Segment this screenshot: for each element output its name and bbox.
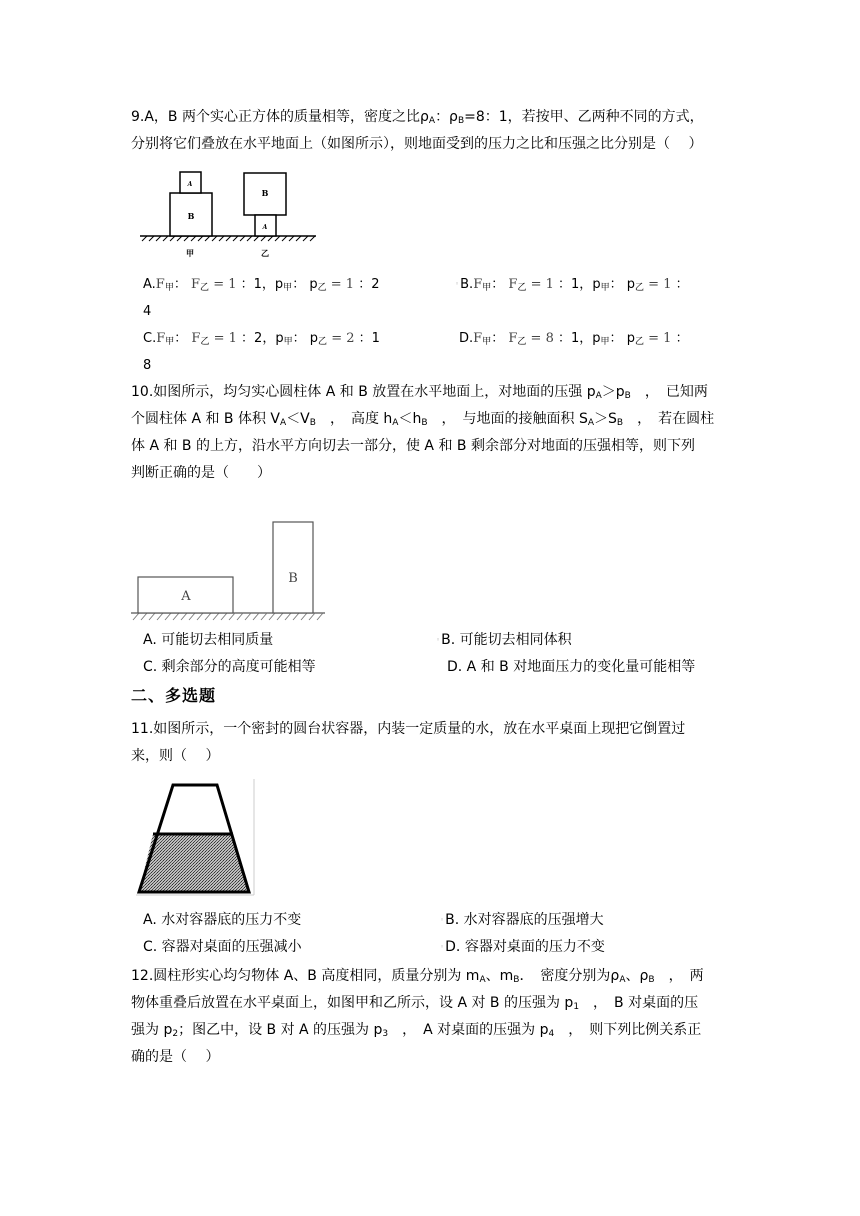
q10-option-d[interactable]: D. A 和 B 对地面压力的变化量可能相等 — [447, 659, 696, 675]
q11-stem-line2: 来，则（ ） — [131, 748, 220, 764]
option-marker-icon: ◦ — [455, 280, 460, 288]
q10-cylinder-b — [273, 522, 313, 613]
option-marker-icon: ◦ — [436, 636, 441, 644]
svg-text:乙: 乙 — [261, 248, 269, 258]
q9-option-a[interactable]: $A.F_甲$： $F_乙 = 1$ ：1，$p_甲$： $p_乙 = 1$ ：2 — [143, 277, 380, 293]
q10-stem-line1: 10.如图所示，均匀实心圆柱体 A 和 B 放置在水平地面上，对地面的压强 $p_A>p_B$ ， 已知两 — [131, 384, 708, 401]
q11-option-b[interactable]: ◦B. 水对容器底的压强增大 — [440, 912, 604, 928]
option-marker-icon: ◦ — [440, 943, 445, 951]
svg-text:A: A — [187, 181, 193, 188]
q10-stem-line2: 个圆柱体 A 和 B 体积 $V_A<V_B$ ， 高度 $h_A<h_B$ ， 与地面的接触面积 $S_A>S_B$ ， 若在圆柱 — [131, 411, 715, 428]
q10-figure — [128, 518, 328, 622]
q12-stem-line1: 12.圆柱形实心均匀物体 A、B 高度相同，质量分别为 $m_A$、$m_B$． 密度分别为$\rho_A$、$\rho_B$ ， 两 — [131, 968, 704, 985]
q10-stem-line4: 判断正确的是（ ） — [131, 465, 271, 481]
svg-text:A: A — [181, 589, 191, 604]
section-title: 二、多选题 — [131, 686, 217, 705]
q9-option-b-wrap: 4 — [143, 304, 152, 319]
svg-text:甲: 甲 — [186, 248, 194, 258]
svg-text:B: B — [288, 571, 298, 586]
q12-stem-line3: 强为 $p_2$；图乙中，设 B 对 A 的压强为 $p_3$ ， A 对桌面的压强为 $p_4$ ， 则下列比例关系正 — [131, 1022, 702, 1039]
option-marker-icon: ◦ — [440, 916, 445, 924]
q12-stem-line2: 物体重叠后放置在水平桌面上，如图甲和乙所示，设 A 对 B 的压强为 $p_1$ ， B 对桌面的压 — [131, 995, 699, 1012]
q9-option-d-wrap: 8 — [143, 358, 152, 373]
q10-stem-line3: 体 A 和 B 的上方，沿水平方向切去一部分，使 A 和 B 剩余部分对地面的压强相等，则下列 — [131, 438, 695, 454]
q9-figure — [138, 168, 318, 260]
q12-stem-line4: 确的是（ ） — [131, 1049, 220, 1065]
q9-stem-line2: 分别将它们叠放在水平地面上（如图所示），则地面受到的压力之比和压强之比分别是（ ） — [131, 136, 703, 152]
q9-option-c[interactable]: $C.F_甲$： $F_乙 = 1$ ：2，$p_甲$： $p_乙 = 2$ ：1 — [143, 331, 380, 347]
q10-option-a[interactable]: A. 可能切去相同质量 — [143, 632, 274, 648]
svg-text:A: A — [262, 224, 268, 231]
svg-text:B: B — [261, 188, 269, 198]
q11-stem-line1: 11.如图所示，一个密封的圆台状容器，内装一定质量的水，放在水平桌面上现把它倒置过 — [131, 721, 686, 737]
q9-option-d[interactable]: $D.F_甲$： $F_乙 = 8$ ：1，$p_甲$： $p_乙 = 1$ ： — [459, 331, 689, 347]
q9-option-b[interactable]: $◦B.F_甲$： $F_乙 = 1$ ：1，$p_甲$： $p_乙 = 1$ ： — [455, 277, 689, 293]
q11-option-c[interactable]: C. 容器对桌面的压强减小 — [143, 939, 302, 955]
q11-option-d[interactable]: ◦D. 容器对桌面的压力不变 — [440, 939, 605, 955]
q11-option-a[interactable]: A. 水对容器底的压力不变 — [143, 912, 302, 928]
q10-option-b[interactable]: ◦B. 可能切去相同体积 — [436, 632, 572, 648]
q10-option-c[interactable]: C. 剩余部分的高度可能相等 — [143, 659, 316, 675]
svg-text:B: B — [187, 211, 195, 221]
q11-figure — [136, 779, 258, 899]
q9-stem-line1: 9.A，B 两个实心正方体的质量相等，密度之比$\rho_A$：$\rho_B=8$：1，若按甲、乙两种不同的方式， — [131, 109, 704, 126]
